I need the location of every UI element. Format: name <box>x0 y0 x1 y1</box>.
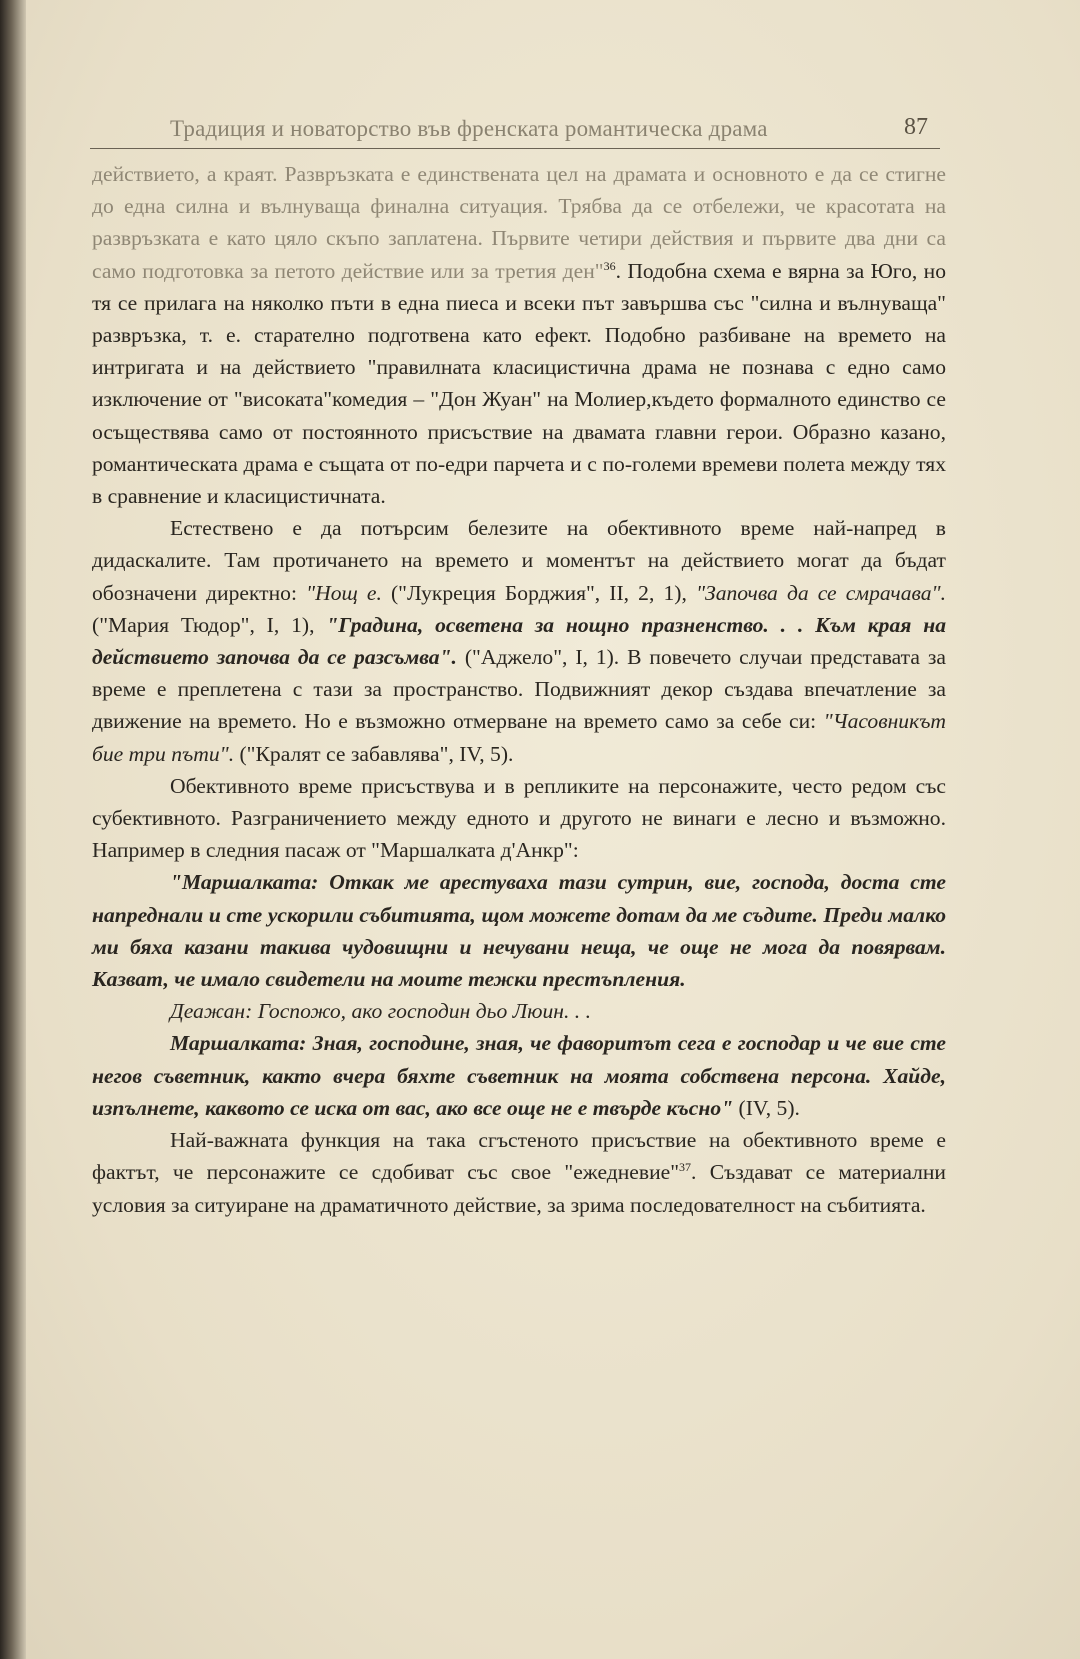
paragraph-2-text-a: Естествено е да потърсим белезите на обективното време най-напред в дидаскалите. Там протичането на времето и моментът на действието могат да бъдат обозначени директно: <box>92 516 946 605</box>
running-title: Традиция и новаторство във френската романтическа драма <box>170 116 768 141</box>
paragraph-2-text-c: ("Мария Тюдор", I, 1), <box>92 612 327 637</box>
paragraph-3-text: Обективното време присъствува и в репликите на персонажите, често редом със субективното. Разграничението между едното и другото не винаги е лесно и възможно. Например в следния пасаж от "Маршалката д'Анкр": <box>92 773 946 863</box>
paragraph-2-text-e: ("Кралят се забавлява", IV, 5). <box>234 741 514 766</box>
paragraph-7-text-b: . Създават се материални условия за ситуиране на драматичното действие, за зрима последователност на събитията. <box>92 1160 946 1217</box>
paragraph-4-quote <box>92 866 946 995</box>
paragraph-6-text-b: (IV, 5). <box>733 1095 800 1120</box>
quote-2: "Започва да се смрачава". <box>695 580 946 605</box>
quote-3: "Градина, осветена за нощно празненство. . . Към края на действието започва да се разсъмва". <box>92 612 947 670</box>
paragraph-5-quote <box>92 995 946 1027</box>
book-spine-shadow <box>0 0 26 1659</box>
paragraph-6-text-a: Маршалката: Зная, господине, зная, че фаворитът сега е господар и че вие сте негов съветник, както вчера бяхте съветник на моята собствена персона. Хайде, изпълнете, каквото се иска от вас, ако все още не е твърде късно" <box>92 1031 946 1120</box>
quote-1: "Нощ е. <box>306 580 382 605</box>
page-header <box>90 112 940 149</box>
footnote-ref-37: 37 <box>679 1160 692 1175</box>
paragraph-2-text-b: ("Лукреция Борджия", II, 2, 1), <box>381 580 696 605</box>
footnote-ref-36: 36 <box>603 258 616 273</box>
paragraph-7 <box>92 1124 946 1221</box>
paragraph-7-text-a: Най-важната функция на така сгъстеното присъствие на обективното време е фактът, че персонажите се сдобиват със свое "ежедневие" <box>92 1128 946 1185</box>
body-text <box>92 158 946 1221</box>
paragraph-1 <box>92 158 946 512</box>
paragraph-4-text: "Маршалката: Откак ме арестуваха тази сутрин, вие, господа, доста сте напреднали и сте ускорили събитията, щом можете дотам да ме съдите. Преди малко ми бяха казани такива чудовищни и нечувани неща, че още не мога да повярвам. Казват, че имало свидетели на моите тежки престъпления. <box>92 870 946 992</box>
paragraph-3 <box>92 770 946 867</box>
paragraph-1-text-b: . Подобна схема е вярна за Юго, но тя се прилага на няколко пъти в една пиеса и всеки път завършва със "силна и вълнуваща" развръзка, т. е. старателно подготвена като ефект. Подобно разбиване на времето на интригата и на действието "правилната класицистична драма не познава с едно само изключение от "високата"комедия – "Дон Жуан" на Молиер,където формалното единство се осъществява само от постоянното присъствие на двамата главни герои. Образно казано, романтическата драма е същата от по-едри парчета и с по-големи времеви полета между тях в сравнение и класицистичната. <box>92 258 947 509</box>
paragraph-6-quote <box>92 1027 946 1124</box>
paragraph-2-text-d: ("Аджело", I, 1). В повечето случаи представата за време е преплетена с тази за пространство. Подвижният декор създава впечатление за движение на времето. Но е възможно отмерване на времето само за себе си: <box>92 645 946 734</box>
quote-4: "Часовникът бие три пъти". <box>92 709 946 766</box>
page-number: 87 <box>904 114 928 140</box>
paragraph-5-text: Деажан: Госпожо, ако господин дьо Люин. . . <box>170 999 591 1024</box>
paragraph-2 <box>92 512 946 770</box>
paragraph-1-text-a: действието, а краят. Развръзката е единствената цел на драмата и основното е да се стигне до една силна и вълнуваща финална ситуация. Трябва да се отбележи, че красотата на развръзката е като цяло скъпо заплатена. Първите четири действия и първите два дни са само подготовка за петото действие или за третия ден" <box>92 162 946 283</box>
